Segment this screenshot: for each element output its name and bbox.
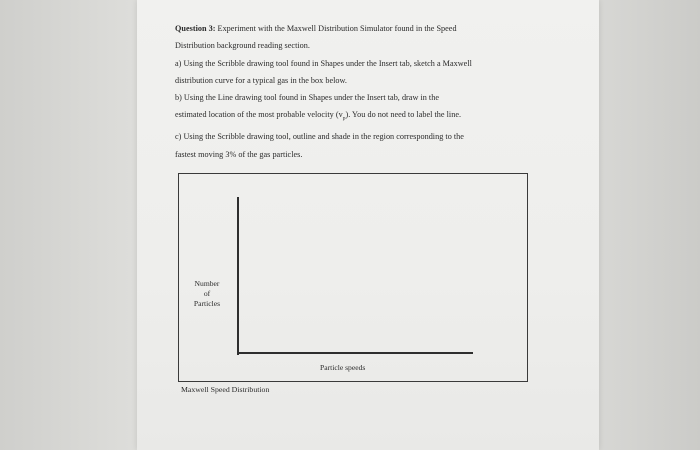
y-axis-line xyxy=(237,197,239,355)
part-c-line2: fastest moving 3% of the gas particles. xyxy=(175,149,303,159)
part-a-line1: a) Using the Scribble drawing tool found in Shapes under the Insert tab, sketch a Maxwell xyxy=(175,58,472,68)
figure-caption: Maxwell Speed Distribution xyxy=(181,385,270,394)
question-label: Question 3: xyxy=(175,24,216,33)
subscript-p: p xyxy=(342,116,346,123)
part-b-line2: estimated location of the most probable velocity $(v_p)$. You do not need to label the line. xyxy=(175,110,462,123)
x-axis-label: Particle speeds xyxy=(320,363,366,372)
x-axis-line xyxy=(237,352,473,354)
question-intro-line2: Distribution background reading section. xyxy=(175,41,310,51)
y-axis-label: Number of Particles xyxy=(193,279,221,308)
part-b-line1: b) Using the Line drawing tool found in Shapes under the Insert tab, draw in the xyxy=(175,93,439,103)
question-text xyxy=(175,20,575,163)
part-c-line1: c) Using the Scribble drawing tool, outline and shade in the region corresponding to the xyxy=(175,132,464,142)
drawing-box[interactable] xyxy=(178,173,528,382)
document-page xyxy=(137,0,599,450)
part-a-line2: distribution curve for a typical gas in the box below. xyxy=(175,75,347,85)
question-intro-line1: Question 3: Experiment with the Maxwell Distribution Simulator found in the Speed xyxy=(175,24,457,33)
